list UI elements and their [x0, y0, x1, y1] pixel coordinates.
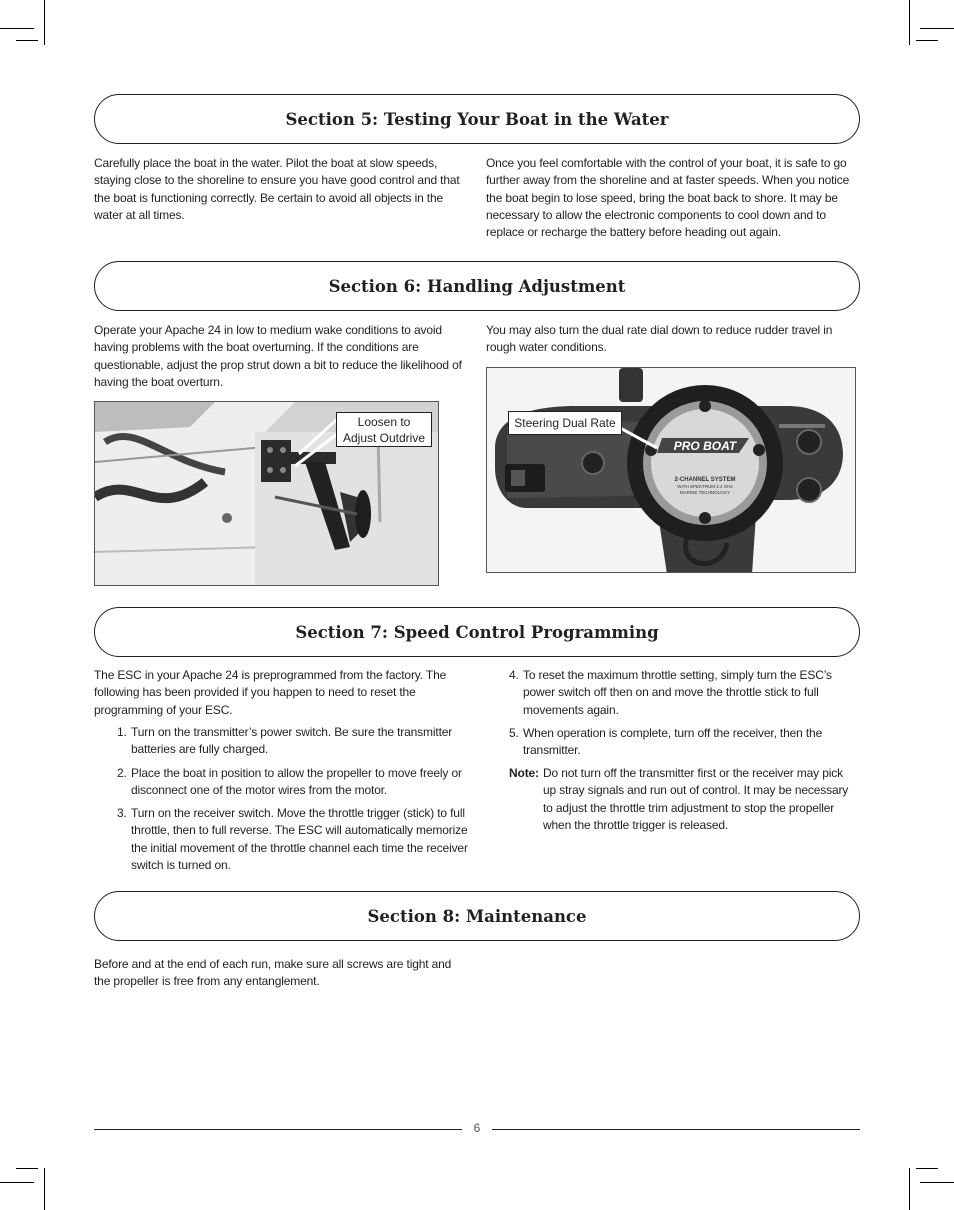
- transmitter-line-2: WITH SPEKTRUM 2.4 GHz: [677, 484, 733, 489]
- crop-mark: [44, 1168, 45, 1210]
- transmitter-illustration: [487, 368, 856, 573]
- transmitter-line-1: 2-CHANNEL SYSTEM: [674, 477, 736, 483]
- section-7-intro: The ESC in your Apache 24 is preprogrammed from the factory. The following has been provided if you happen to need to reset the programming of your ESC.: [94, 668, 447, 717]
- callout-steering-dual-rate: Steering Dual Rate: [508, 411, 622, 435]
- section-5-title: Section 5: Testing Your Boat in the Water: [285, 109, 669, 129]
- footer-rule-left: [94, 1129, 462, 1130]
- section-6-header: [94, 261, 860, 311]
- list-item: 2. Place the boat in position to allow the propeller to move freely or disconnect one of the motor wires from the motor.: [117, 765, 462, 797]
- crop-mark: [916, 40, 938, 41]
- page-number: 6: [473, 1121, 481, 1135]
- note-text: Do not turn off the transmitter first or the receiver may pick up stray signals and run out of control. It may be necessary to adjust the throttle trim adjustment to stop the propeller when the throttle trigger is released.: [543, 766, 849, 832]
- list-item: 1. Turn on the transmitter’s power switch. Be sure the transmitter batteries are fully charged.: [117, 725, 453, 757]
- crop-mark: [0, 1182, 34, 1183]
- section-8-text: Before and at the end of each run, make sure all screws are tight and the propeller is free from any entanglement.: [94, 957, 452, 989]
- crop-mark: [909, 0, 910, 45]
- list-item: 5. When operation is complete, turn off the receiver, then the transmitter.: [509, 725, 823, 758]
- list-item: 3. Turn on the receiver switch. Move the throttle trigger (stick) to full throttle, then to full reverse. The ESC will automatically memorize the initial movement of the throttle channel each time the receiver switch is turned on.: [117, 806, 468, 873]
- crop-mark: [16, 40, 38, 41]
- crop-mark: [916, 1168, 938, 1169]
- transmitter-brand: PRO BOAT: [673, 439, 737, 453]
- section-7-title: Section 7: Speed Control Programming: [295, 622, 659, 642]
- note-label: Note:: [509, 766, 539, 780]
- transmitter-line-3: MARINE TECHNOLOGY: [679, 490, 731, 495]
- section-5-header: [94, 94, 860, 144]
- section-5-right-text: Once you feel comfortable with the control of your boat, it is safe to go further away from the shoreline and at faster speeds. When you notice the boat begin to lose speed, bring the boat back to shore. It may be necessary to allow the electronic components to cool down and to replace or recharge the battery before heading out again.: [486, 156, 850, 240]
- section-5-left-text: Carefully place the boat in the water. Pilot the boat at slow speeds, staying close to the shoreline to ensure you have good control and that the boat is functioning correctly. Be certain to avoid all objects in the water at all times.: [94, 156, 460, 222]
- section-8-title: Section 8: Maintenance: [367, 906, 587, 926]
- transmitter-photo: [486, 367, 856, 573]
- esc-note: [509, 765, 859, 834]
- callout-loosen-outdrive: Loosen to Adjust Outdrive: [336, 412, 432, 447]
- crop-mark: [909, 1168, 910, 1210]
- crop-mark: [0, 28, 34, 29]
- section-8-header: [94, 891, 860, 941]
- section-6-right-text: You may also turn the dual rate dial down to reduce rudder travel in rough water conditions.: [486, 323, 833, 355]
- crop-mark: [920, 1182, 954, 1183]
- esc-steps-list-left: [117, 724, 469, 880]
- section-6-left-text: Operate your Apache 24 in low to medium wake conditions to avoid having problems with the boat overturning. If the conditions are questionable, adjust the prop strut down a bit to reduce the likelihood of having the boat overturn.: [94, 323, 462, 389]
- crop-mark: [920, 28, 954, 29]
- list-item: 4. To reset the maximum throttle setting, simply turn the ESC’s power switch off then on and move the throttle stick to full movements again.: [509, 668, 832, 717]
- crop-mark: [16, 1168, 38, 1169]
- esc-steps-list-right: [509, 667, 859, 765]
- section-7-header: [94, 607, 860, 657]
- footer-rule-right: [492, 1129, 860, 1130]
- section-6-title: Section 6: Handling Adjustment: [328, 276, 626, 296]
- crop-mark: [44, 0, 45, 45]
